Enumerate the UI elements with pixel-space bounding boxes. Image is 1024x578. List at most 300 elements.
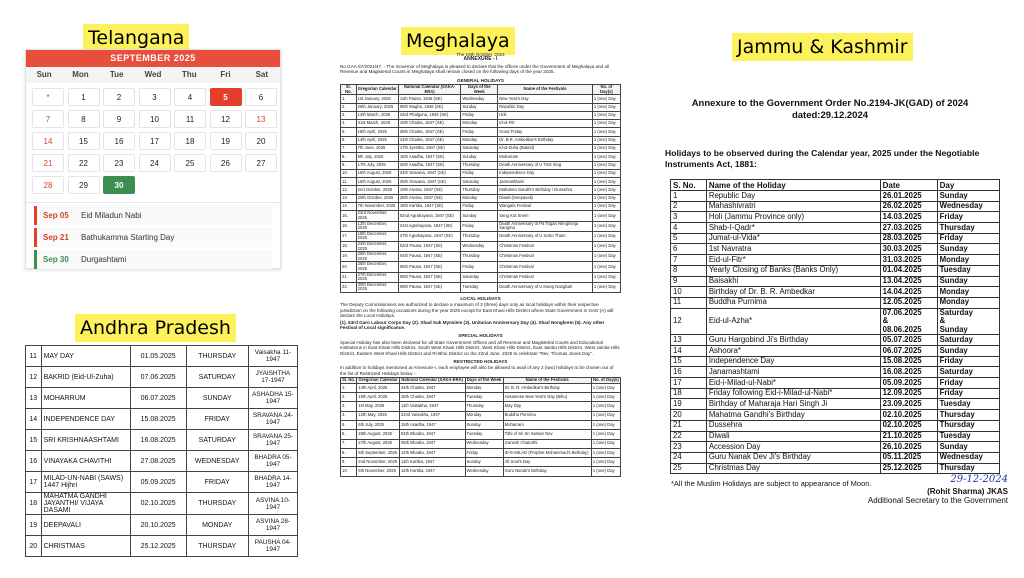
table-cell: Baisakhi xyxy=(706,276,880,287)
table-cell: Tuesday xyxy=(465,430,503,439)
table-cell: 1 (one) Day xyxy=(592,252,620,262)
table-cell: 20 xyxy=(671,410,707,421)
table-cell: 1 (one) Day xyxy=(592,221,620,231)
table-cell: 1 (one) Day xyxy=(592,145,620,153)
table-cell: 20.10.2025 xyxy=(130,515,186,536)
table-row xyxy=(671,356,1000,367)
table-cell: 16.08.2025 xyxy=(880,367,937,378)
table-cell: Thursday xyxy=(461,186,498,194)
table-cell: 5th November, 2025 xyxy=(357,467,400,476)
table-cell: Wednesday xyxy=(461,241,498,251)
calendar-day-blank xyxy=(245,176,277,194)
table-row xyxy=(341,393,621,402)
table-cell: SRAVANA 25-1947 xyxy=(248,430,297,451)
annexure-heading: Annexure to the Government Order No.2194-JK(GAD) of 2024 dated:29.12.2024 xyxy=(691,98,969,121)
table-cell: 10. xyxy=(341,467,357,476)
table-cell: Sunday xyxy=(937,244,999,255)
table-cell: 8. xyxy=(341,153,357,161)
restricted-holidays-text: In addition to holidays mentioned at Annexure-I, each employee will also be allowed to avail of any 2 (two) holidays to be chosen out of the list of Restricted Holidays below :- xyxy=(340,365,614,376)
table-cell: 4. xyxy=(341,411,357,420)
table-cell: ID-E-MILAD (Prophet Mohammad's Birthday) xyxy=(503,448,591,457)
table-row xyxy=(671,388,1000,399)
table-cell: Mahashivratri xyxy=(706,201,880,212)
table-cell: 17th Jyestha, 1947 (SE) xyxy=(398,145,461,153)
table-cell: Vaisakha 11-1947 xyxy=(248,346,297,367)
table-cell: 03rd Pausa, 1947 (SE) xyxy=(398,241,461,251)
table-cell: Ashoora* xyxy=(706,346,880,357)
event-name: Durgashtami xyxy=(81,255,127,264)
table-cell: 21 xyxy=(671,420,707,431)
table-cell: Thursday xyxy=(461,252,498,262)
table-cell: 21.10.2025 xyxy=(880,431,937,442)
table-cell: Friday xyxy=(937,356,999,367)
table-row xyxy=(26,409,298,430)
table-cell: Muharram xyxy=(498,153,593,161)
table-cell: Thursday xyxy=(937,463,999,474)
table-cell: 01.05.2025 xyxy=(130,346,186,367)
table-cell: 16 xyxy=(26,451,42,472)
table-cell: 17th July, 2025 xyxy=(356,161,398,169)
table-cell: 1 (one) Day xyxy=(591,458,620,467)
table-cell: 17 xyxy=(26,472,42,493)
table-cell: 7th November, 2025 xyxy=(356,203,398,211)
table-cell: 02.10.2025 xyxy=(880,410,937,421)
table-cell: Republic Day xyxy=(498,103,593,111)
table-cell: Friday xyxy=(937,378,999,389)
table-cell: Saturday xyxy=(461,178,498,186)
table-cell: 1 (one) Day xyxy=(592,103,620,111)
table-cell: 04th Pausa, 1947 (SE) xyxy=(398,252,461,262)
table-cell: 1 (one) Day xyxy=(592,186,620,194)
table-row xyxy=(341,252,621,262)
table-cell: 31st March, 2025 xyxy=(356,120,398,128)
table-cell: 1. xyxy=(341,95,357,103)
table-row xyxy=(341,430,621,439)
table-cell: 09th Pausa, 1947 (SE) xyxy=(398,282,461,292)
table-cell: Sunday xyxy=(465,420,503,429)
table-cell: 24th Chaitra, 1947 xyxy=(399,383,465,392)
table-cell: 20 xyxy=(26,536,42,557)
table-cell: 1 (one) Day xyxy=(591,393,620,402)
table-cell: Monday xyxy=(461,136,498,144)
table-cell: 1 (one) Day xyxy=(591,467,620,476)
table-row xyxy=(341,262,621,272)
table-cell: 5. xyxy=(341,420,357,429)
table-cell: 14.04.2025 xyxy=(880,287,937,298)
table-cell: Buddha Purnima xyxy=(503,411,591,420)
table-row xyxy=(26,536,298,557)
calendar-day: 27 xyxy=(245,154,277,172)
table-cell: 25th Chaitra, 1947 xyxy=(399,393,465,402)
calendar-day: 13 xyxy=(245,110,277,128)
table-cell: DEEPAVALI xyxy=(41,515,130,536)
table-row xyxy=(341,161,621,169)
table-cell: 12th May, 2025 xyxy=(357,411,400,420)
table-cell: 1 (one) Day xyxy=(592,178,620,186)
table-cell: 12 xyxy=(26,367,42,388)
table-cell: Mahatma Gandhi's Birthday / Dussehra xyxy=(498,186,593,194)
table-cell: Tuesday xyxy=(465,393,503,402)
telangana-calendar xyxy=(25,49,281,269)
column-header: Name of the Holiday xyxy=(706,180,880,191)
table-cell: 23.09.2025 xyxy=(880,399,937,410)
table-cell: Wednesday xyxy=(937,452,999,463)
table-cell: 23rd Phalguna, 1946 (SE) xyxy=(398,111,461,119)
table-row xyxy=(26,493,298,515)
table-cell: Friday xyxy=(461,221,498,231)
weekday-label: Sat xyxy=(255,70,269,79)
table-cell: 4. xyxy=(341,120,357,128)
table-cell: 19 xyxy=(671,399,707,410)
table-row xyxy=(341,282,621,292)
table-cell: Sunday xyxy=(461,153,498,161)
table-cell: 3. xyxy=(341,402,357,411)
table-cell: Holi xyxy=(498,111,593,119)
table-cell: Buddha Purnima xyxy=(706,297,880,308)
calendar-day: 24 xyxy=(139,154,171,172)
calendar-day: 7 xyxy=(32,110,64,128)
table-row xyxy=(671,244,1000,255)
table-cell: 9. xyxy=(341,458,357,467)
signature-date: 29-12-2024 xyxy=(950,474,1008,485)
table-cell: 01.04.2025 xyxy=(880,265,937,276)
table-cell: 02nd Agrahayana, 1947 (SE) xyxy=(398,211,461,221)
table-cell: 27th Agrahayana, 1947 (SE) xyxy=(398,231,461,241)
calendar-day: 19 xyxy=(210,132,242,150)
table-cell: Tuesday xyxy=(937,265,999,276)
table-cell: 1 (one) Day xyxy=(592,282,620,292)
table-row xyxy=(341,128,621,136)
table-cell: 04th Bhadra, 1947 xyxy=(399,430,465,439)
column-header: Gregorian Calendar xyxy=(356,85,398,95)
calendar-day: 20 xyxy=(245,132,277,150)
table-cell: 15th April, 2025 xyxy=(357,393,400,402)
table-row xyxy=(341,231,621,241)
table-cell: MAHATMA GANDHI JAYANTHI/ VIJAYA DASAMI xyxy=(41,493,130,515)
weekday-label: Mon xyxy=(72,70,89,79)
calendar-day: 23 xyxy=(103,154,135,172)
table-cell: 24 xyxy=(671,452,707,463)
local-holidays-heading: LOCAL HOLIDAYS xyxy=(460,295,501,301)
calendar-day: 1 xyxy=(68,88,100,106)
column-header: Day xyxy=(937,180,999,191)
table-cell: 13.04.2025 xyxy=(880,276,937,287)
table-cell: 1 (one) Day xyxy=(591,411,620,420)
column-header: Name of the Festivals xyxy=(498,85,593,95)
table-cell: 15. xyxy=(341,211,357,221)
table-cell: 26th December, 2025 xyxy=(356,262,398,272)
table-cell: 07.06.2025 & 08.06.2025 xyxy=(880,308,937,335)
table-cell: Thursday xyxy=(937,223,999,234)
table-cell: Christmas Festival xyxy=(498,241,593,251)
table-cell: 11. xyxy=(341,178,357,186)
table-cell: Friday xyxy=(461,128,498,136)
table-row xyxy=(341,448,621,457)
table-cell: 6. xyxy=(341,430,357,439)
table-cell: BHADRA 05-1947 xyxy=(248,451,297,472)
table-cell: 24th Sravana, 1947 (SE) xyxy=(398,169,461,177)
column-header: Sl. No. xyxy=(342,377,356,383)
table-cell: BAKRID (Eid-Ul-Zuha) xyxy=(41,367,130,388)
table-cell: 11th Kartika, 1947 xyxy=(399,458,465,467)
table-cell: Christmas Festival xyxy=(498,252,593,262)
table-cell: 5. xyxy=(341,128,357,136)
table-cell: 1 (one) Day xyxy=(591,402,620,411)
calendar-day: 14 xyxy=(32,132,64,150)
table-cell: Sunday xyxy=(461,103,498,111)
table-cell: 11th Pausa, 1946 (SE) xyxy=(398,95,461,103)
table-cell: 25.12.2025 xyxy=(880,463,937,474)
table-row xyxy=(671,420,1000,431)
table-row xyxy=(341,420,621,429)
table-cell: 15.08.2025 xyxy=(130,409,186,430)
jk-annexure-document xyxy=(665,98,995,488)
table-cell: 05.11.2025 xyxy=(880,452,937,463)
table-cell: 15 xyxy=(26,430,42,451)
table-row xyxy=(341,383,621,392)
table-row xyxy=(26,367,298,388)
table-cell: 02.10.2025 xyxy=(880,420,937,431)
table-cell: Friday xyxy=(461,262,498,272)
calendar-day: 8 xyxy=(68,110,100,128)
table-cell: 31.03.2025 xyxy=(880,255,937,266)
table-cell: ASVINA 10-1947 xyxy=(248,493,297,515)
table-cell: Christmas Day xyxy=(706,463,880,474)
table-cell: Diwali (Deepavali) xyxy=(498,194,593,202)
calendar-day: 21 xyxy=(32,154,64,172)
table-cell: Guru Nanak Dev Ji's Birthday xyxy=(706,452,880,463)
table-cell: 1st January, 2025 xyxy=(356,95,398,103)
table-cell: 1 (one) Day xyxy=(591,439,620,448)
table-cell: 5 xyxy=(671,233,707,244)
table-cell: 1 (one) Day xyxy=(592,136,620,144)
table-cell: Dr. B. R. Ambedkar's Birthday xyxy=(503,383,591,392)
table-cell: Saturday xyxy=(461,145,498,153)
table-cell: Wednesday xyxy=(465,439,503,448)
table-cell: 18th December, 2025 xyxy=(356,231,398,241)
table-cell: Saturday xyxy=(461,272,498,282)
table-row xyxy=(341,145,621,153)
table-cell: Sunday xyxy=(465,458,503,467)
calendar-day: 30 xyxy=(103,176,135,194)
table-cell: Friday xyxy=(461,169,498,177)
telangana-title: Telangana xyxy=(83,24,189,52)
table-row xyxy=(671,233,1000,244)
table-cell: Id-ul-Fitr xyxy=(498,120,593,128)
table-row xyxy=(341,467,621,476)
table-cell: CHRISTMAS xyxy=(41,536,130,557)
calendar-weekday-row xyxy=(26,67,280,83)
table-cell: 9 xyxy=(671,276,707,287)
table-cell: MAY DAY xyxy=(41,346,130,367)
table-cell: Friday xyxy=(937,212,999,223)
restricted-holidays-heading: RESTRICTED HOLIDAYS xyxy=(453,358,508,364)
table-cell: Thursday xyxy=(465,402,503,411)
table-cell: Holi (Jammu Province only) xyxy=(706,212,880,223)
table-row xyxy=(26,346,298,367)
table-cell: 21st Agrahayana, 1947 (SE) xyxy=(398,221,461,231)
table-cell: 16th August, 2025 xyxy=(356,178,398,186)
calendar-day: 26 xyxy=(210,154,242,172)
special-holidays-text: Special Holiday has also been declared for all State Government Offices and all Revenue and Magisterial Courts and Educational Institutions in East Khasi Hills District, South West Khasi Hills District, West Khasi Hills District, East Jaintia Hills District, West Jaintia Hills District, Eastern West Khasi Hills District and Ri-Bhoi District on the 22nd June, 2025 to celebrate "Rev. Thomas Jones Day". xyxy=(340,339,620,356)
table-row xyxy=(26,451,298,472)
table-cell: Wangala Festival xyxy=(498,203,593,211)
column-header: No. of Day(s) xyxy=(592,85,620,95)
table-row xyxy=(26,472,298,493)
calendar-day: 6 xyxy=(245,88,277,106)
table-cell: 7th June, 2025 xyxy=(356,145,398,153)
table-cell: 1 (one) Day xyxy=(592,241,620,251)
table-cell: Thursday xyxy=(937,410,999,421)
table-row xyxy=(671,442,1000,453)
table-cell: Janamashtami xyxy=(706,367,880,378)
table-cell: 14th March, 2025 xyxy=(356,111,398,119)
local-holidays-list: (1). 53rd Garo Labour Corps Day (2). Shad Suk Mynsiem (3). Unitarian Anniversary Day (4). Shad Nongkrem (5). Any other Festival of Local significance. xyxy=(340,319,605,330)
table-cell: 6 xyxy=(671,244,707,255)
table-row xyxy=(341,95,621,103)
calendar-day: 5 xyxy=(210,88,242,106)
table-cell: 11th Vaisakha, 1947 xyxy=(399,402,465,411)
table-cell: 28th Chaitra, 1947 (SE) xyxy=(398,128,461,136)
andhra-pradesh-title: Andhra Pradesh xyxy=(75,314,236,342)
table-cell: INDEPENDENCE DAY xyxy=(41,409,130,430)
table-cell: ASHADHA 15-1947 xyxy=(248,388,297,409)
table-cell: MONDAY xyxy=(186,515,248,536)
calendar-day: 15 xyxy=(68,132,100,150)
calendar-day: 2 xyxy=(103,88,135,106)
table-cell: Eid-i-Milad-ul-Nabi* xyxy=(706,378,880,389)
table-cell: Sunday xyxy=(937,442,999,453)
column-header: Sl. No. xyxy=(341,85,357,95)
signatory-designation: Additional Secretary to the Government xyxy=(867,496,1008,505)
table-cell: May Day xyxy=(503,402,591,411)
table-cell: 22nd Vaisakha, 1947 xyxy=(399,411,465,420)
table-cell: THURSDAY xyxy=(186,536,248,557)
table-row xyxy=(341,402,621,411)
table-cell: 7. xyxy=(341,439,357,448)
table-cell: 28th Asvina, 1947 (SE) xyxy=(398,194,461,202)
table-cell: 14 xyxy=(26,409,42,430)
table-cell: 12. xyxy=(341,186,357,194)
table-row xyxy=(341,211,621,221)
table-cell: 1 (one) Day xyxy=(592,272,620,282)
table-cell: Mahatma Gandhi's Birthday xyxy=(706,410,880,421)
table-cell: SATURDAY xyxy=(186,367,248,388)
table-cell: 1 (one) Day xyxy=(592,262,620,272)
table-cell: 14th Bhadra, 1947 xyxy=(399,448,465,457)
table-cell: 26th Asadha, 1947 (SE) xyxy=(398,161,461,169)
table-cell: 16. xyxy=(341,221,357,231)
table-row xyxy=(341,272,621,282)
table-cell: 16.08.2025 xyxy=(130,430,186,451)
table-cell: 12 xyxy=(671,308,707,335)
general-holidays-table xyxy=(340,84,621,293)
table-cell: 14th April, 2025 xyxy=(356,136,398,144)
table-row xyxy=(341,411,621,420)
table-cell: Friday following Eid-i-Milad-ul-Nabi* xyxy=(706,388,880,399)
annexure-label: ANNEXURE - I xyxy=(463,56,498,63)
table-cell: 2. xyxy=(341,393,357,402)
table-cell: 19. xyxy=(341,252,357,262)
table-cell: Friday xyxy=(937,388,999,399)
table-row xyxy=(671,201,1000,212)
table-cell: 2nd November, 2025 xyxy=(357,458,400,467)
table-cell: 12.09.2025 xyxy=(880,388,937,399)
table-cell: Death Anniversary of U SoSo Tham xyxy=(498,231,593,241)
table-row xyxy=(671,223,1000,234)
calendar-day-empty: * xyxy=(32,88,64,106)
table-row xyxy=(671,308,1000,335)
table-cell: 10 xyxy=(671,287,707,298)
table-cell: Shab-I-Qadr* xyxy=(706,223,880,234)
table-cell: 12.05.2025 xyxy=(880,297,937,308)
table-cell: 25th Sravana, 1947 (SE) xyxy=(398,178,461,186)
table-row xyxy=(341,221,621,231)
column-header: S. No. xyxy=(671,180,707,191)
table-cell: Christmas Festival xyxy=(498,272,593,282)
table-cell: Independence Day xyxy=(498,169,593,177)
table-cell: Sunday xyxy=(937,276,999,287)
table-cell: Jumat-ul-Vida* xyxy=(706,233,880,244)
table-cell: 2nd October, 2025 xyxy=(356,186,398,194)
calendar-day: 16 xyxy=(103,132,135,150)
table-cell: Tuesday xyxy=(937,399,999,410)
calendar-day: 22 xyxy=(68,154,100,172)
table-cell: Republic Day xyxy=(706,191,880,202)
table-row xyxy=(671,346,1000,357)
table-cell: 1 (one) Day xyxy=(592,211,620,221)
column-header: Days of the Week xyxy=(466,377,502,383)
table-cell: Independence Day xyxy=(706,356,880,367)
table-cell: 06th Magha, 1946 (SE) xyxy=(398,103,461,111)
table-cell: Birthday of Maharaja Hari Singh Ji xyxy=(706,399,880,410)
table-cell: 1 (one) Day xyxy=(591,430,620,439)
column-header: Days of the Week xyxy=(461,85,498,95)
table-cell: Monday xyxy=(465,383,503,392)
table-cell: FRIDAY xyxy=(186,472,248,493)
table-row xyxy=(671,276,1000,287)
table-cell: 14th April, 2025 xyxy=(357,383,400,392)
table-cell: Thursday xyxy=(937,420,999,431)
table-row xyxy=(341,136,621,144)
table-cell: 24th Chaitra, 1947 (SE) xyxy=(398,136,461,144)
table-cell: Sunday xyxy=(461,211,498,221)
table-cell: 16th Kartika, 1947 (SE) xyxy=(398,203,461,211)
table-cell: 27.03.2025 xyxy=(880,223,937,234)
table-cell: 1 xyxy=(671,191,707,202)
table-cell: Seng Kut Snem xyxy=(498,211,593,221)
table-cell: 13 xyxy=(26,388,42,409)
table-cell: 1 (one) Day xyxy=(592,120,620,128)
table-cell: Sunday xyxy=(937,191,999,202)
table-cell: 13 xyxy=(671,335,707,346)
table-cell: Tuesday xyxy=(937,431,999,442)
table-cell: New Year's Day xyxy=(498,95,593,103)
table-cell: 1 (one) Day xyxy=(592,153,620,161)
table-cell: 06th Pausa, 1947 (SE) xyxy=(398,272,461,282)
table-cell: 4 xyxy=(671,223,707,234)
table-row xyxy=(671,378,1000,389)
table-cell: Monday xyxy=(937,287,999,298)
table-cell: 11 xyxy=(671,297,707,308)
table-cell: 26th January, 2025 xyxy=(356,103,398,111)
table-cell: Accession Day xyxy=(706,442,880,453)
table-cell: 6th July, 2025 xyxy=(356,153,398,161)
column-header: National Calendar (SAKA-ERA) xyxy=(398,85,461,95)
table-row xyxy=(671,297,1000,308)
table-cell: 1 (one) Day xyxy=(592,111,620,119)
table-cell: 6. xyxy=(341,136,357,144)
